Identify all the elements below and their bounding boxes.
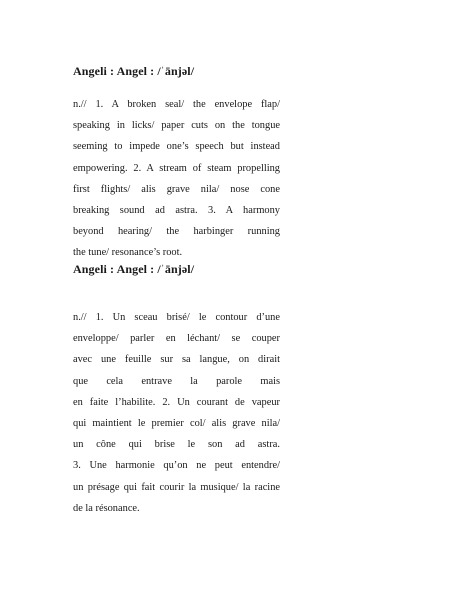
definition-line: un cône qui brise le son ad astra.	[73, 439, 280, 451]
entry-heading-french: Angeli : Angel : /ˈānjəl/	[73, 262, 195, 276]
definition-line: speaking in licks/ paper cuts on the tongue	[73, 120, 280, 132]
definition-line: first flights/ alis grave nila/ nose cone	[73, 183, 280, 195]
definition-paragraph-french	[73, 307, 280, 519]
definition-line: 3. Une harmonie qu’on ne peut entendre/	[73, 460, 280, 472]
definition-line: avec une feuille sur sa langue, on dirait	[73, 354, 280, 366]
definition-line: breaking sound ad astra. 3. A harmony	[73, 204, 280, 216]
entry-heading-english: Angeli : Angel : /ˈānjəl/	[73, 64, 195, 78]
definition-paragraph-english	[73, 94, 280, 264]
definition-line: the tune/ resonance’s root.	[73, 247, 183, 259]
definition-line: qui maintient le premier col/ alis grave nila/	[73, 417, 280, 429]
definition-line: beyond hearing/ the harbinger running	[73, 226, 280, 238]
definition-line: seeming to impede one’s speech but instead	[73, 141, 280, 153]
definition-line: un présage qui fait courir la musique/ la racine	[73, 481, 280, 493]
definition-line: n.// 1. A broken seal/ the envelope flap/	[73, 99, 280, 110]
definition-line: de la résonance.	[73, 502, 140, 514]
definition-line: n.// 1. Un sceau brisé/ le contour d’une	[73, 312, 280, 323]
definition-line: empowering. 2. A stream of steam propelling	[73, 162, 280, 174]
definition-line: en faite l’habilite. 2. Un courant de vapeur	[73, 396, 280, 408]
definition-line: que cela entrave la parole mais	[73, 375, 280, 387]
definition-line: enveloppe/ parler en léchant/ se couper	[73, 333, 280, 345]
